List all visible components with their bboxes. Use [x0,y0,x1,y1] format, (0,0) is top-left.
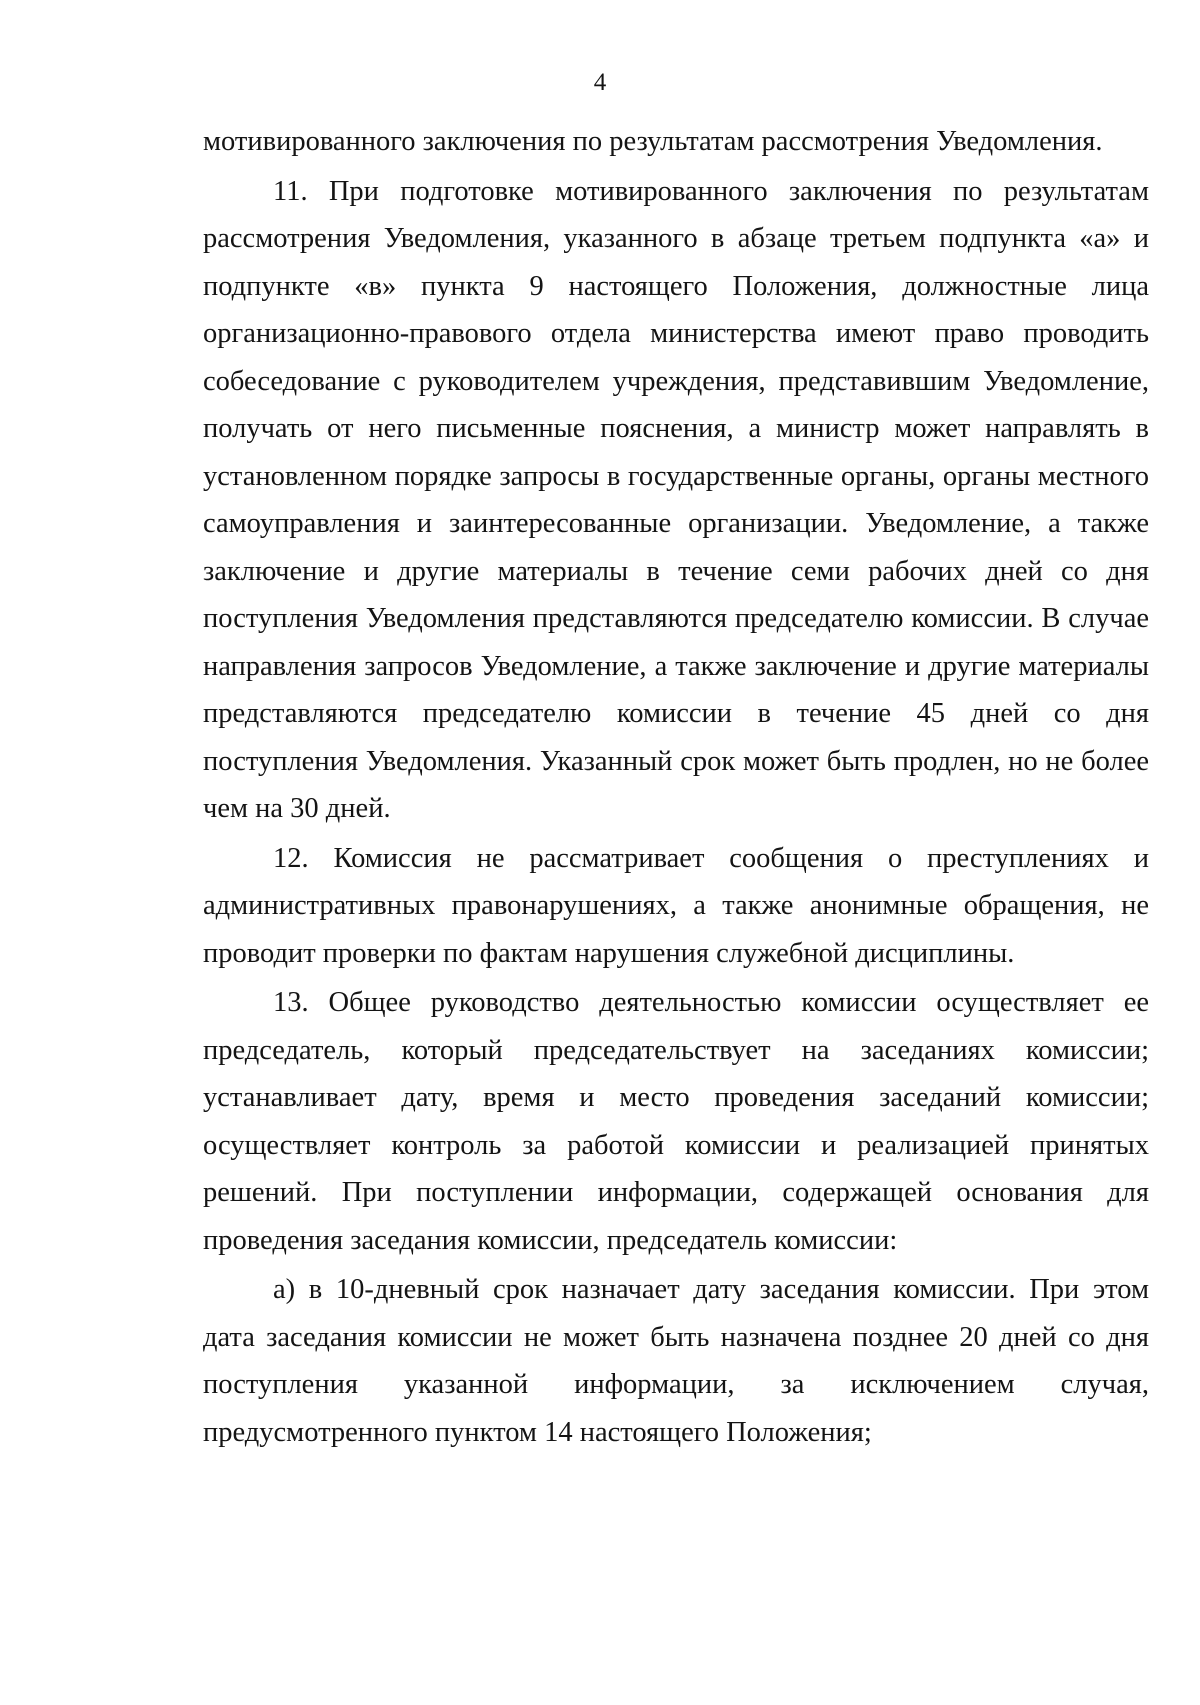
paragraph-continuation: мотивированного заключения по результатам рассмотрения Уведомления. [203,126,1103,157]
document-body [203,118,1149,1456]
paragraph-13: 13. Общее руководство деятельностью комиссии осуществляет ее председатель, который председательствует на заседаниях комиссии; устанавливает дату, время и место проведения заседаний комиссии; осуществляет контроль за работой комиссии и реализацией принятых решений. При поступлении информации, содержащей основания для проведения заседания комиссии, председатель комиссии: [203,987,1149,1256]
paragraph-11: 11. При подготовке мотивированного заключения по результатам рассмотрения Уведомления, указанного в абзаце третьем подпункта «а» и подпункте «в» пункта 9 настоящего Положения, должностные лица организационно-правового отдела министерства имеют право проводить собеседование с руководителем учреждения, представившим Уведомление, получать от него письменные пояснения, а министр может направлять в установленном порядке запросы в государственные органы, органы местного самоуправления и заинтересованные организации. Уведомление, а также заключение и другие материалы в течение семи рабочих дней со дня поступления Уведомления представляются председателю комиссии. В случае направления запросов Уведомление, а также заключение и другие материалы представляются председателю комиссии в течение 45 дней со дня поступления Уведомления. Указанный срок может быть продлен, но не более чем на 30 дней. [203,175,1149,824]
paragraph-13a: а) в 10-дневный срок назначает дату заседания комиссии. При этом дата заседания комиссии не может быть назначена позднее 20 дней со дня поступления указанной информации, за исключением случая, предусмотренного пунктом 14 настоящего Положения; [203,1274,1149,1448]
paragraph-12: 12. Комиссия не рассматривает сообщения о преступлениях и административных правонарушениях, а также анонимные обращения, не проводит проверки по фактам нарушения служебной дисциплины. [203,842,1149,969]
page-number: 4 [593,69,607,96]
